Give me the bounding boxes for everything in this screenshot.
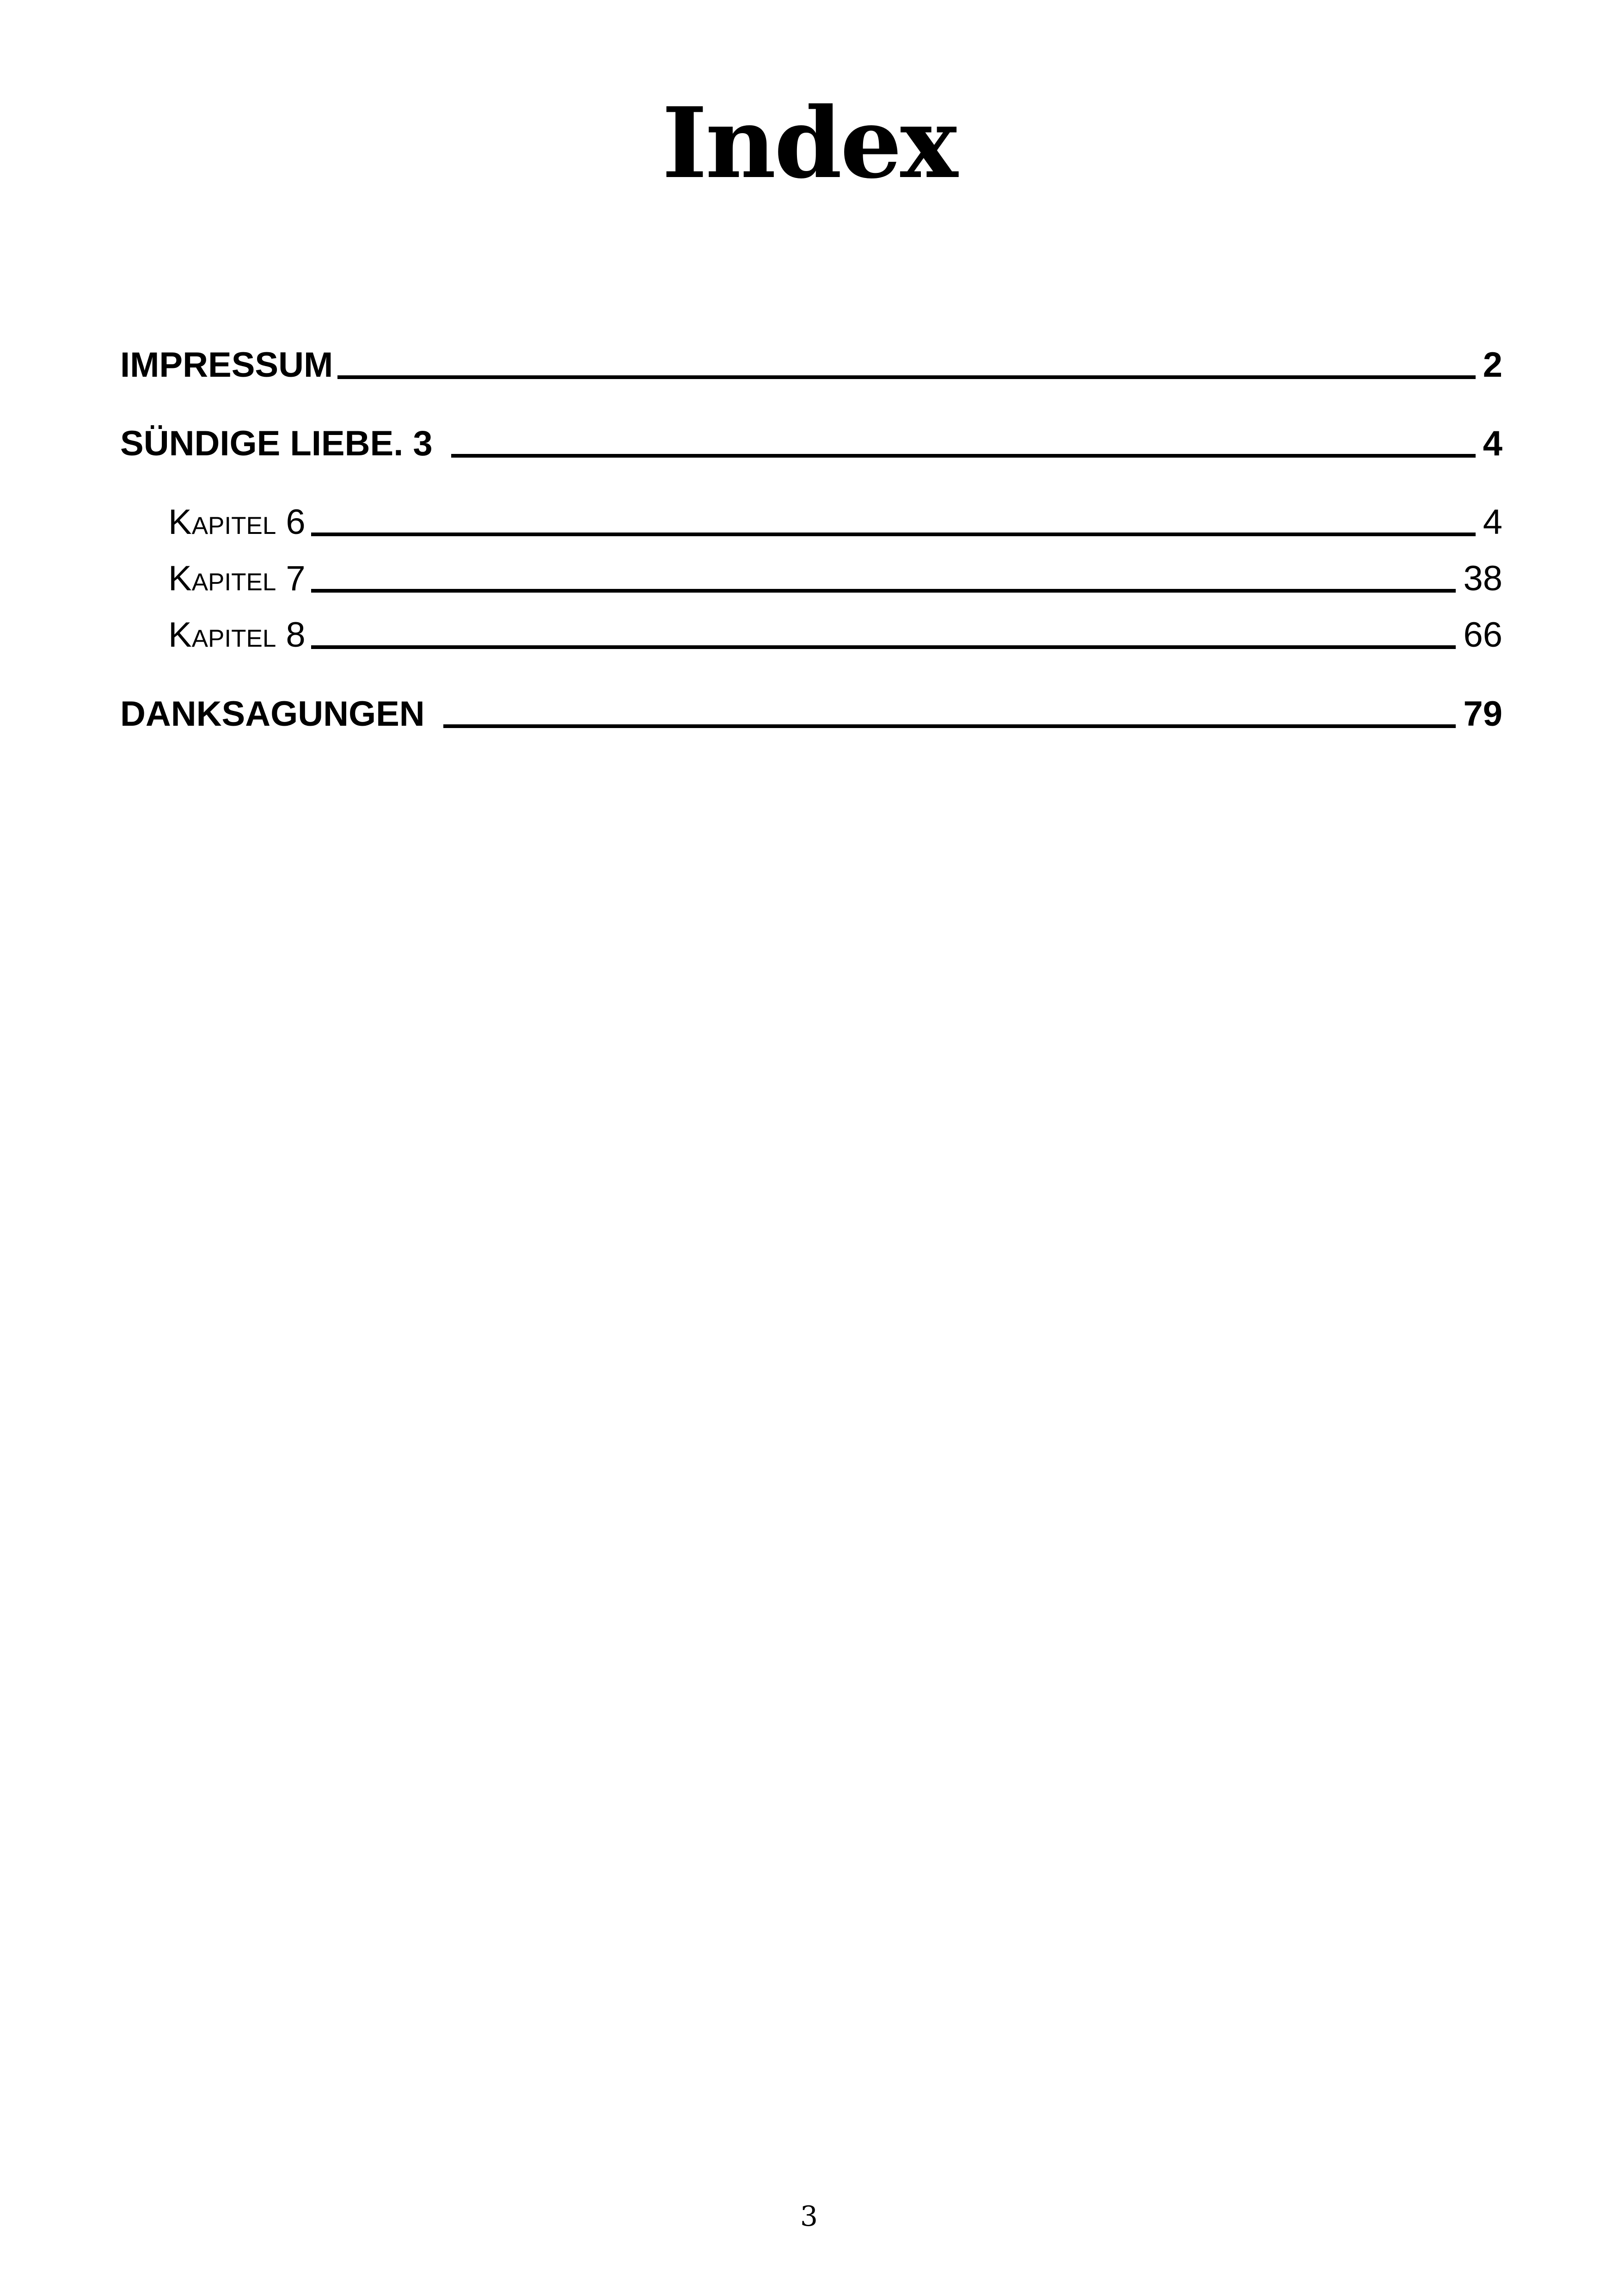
toc-leader-line	[451, 454, 1476, 458]
toc-entry-kapitel-8[interactable]	[168, 612, 1502, 658]
toc-entry-page: 2	[1483, 345, 1502, 385]
toc-entry-page: 38	[1463, 559, 1502, 598]
page-title: Index	[662, 86, 956, 200]
toc-leader-line	[311, 589, 1456, 593]
toc-entry-label: DANKSAGUNGEN	[120, 694, 425, 734]
toc-entry-danksagungen[interactable]	[120, 691, 1502, 737]
toc-entry-label: Kapitel 7	[168, 559, 306, 598]
toc-entry-page: 79	[1463, 694, 1502, 734]
toc-entry-label: Kapitel 6	[168, 502, 306, 542]
toc-entry-page: 4	[1483, 502, 1502, 542]
toc-entry-page: 66	[1463, 615, 1502, 655]
toc-entry-label: SÜNDIGE LIEBE. 3	[120, 424, 433, 463]
toc-leader-line	[443, 724, 1456, 728]
toc-entry-label: IMPRESSUM	[120, 345, 333, 385]
toc-leader-line	[337, 375, 1475, 379]
page-number: 3	[800, 2200, 818, 2233]
toc-entry-impressum[interactable]	[120, 342, 1502, 388]
toc-entry-kapitel-6[interactable]	[168, 499, 1502, 545]
toc-leader-line	[311, 533, 1476, 536]
toc-entry-page: 4	[1483, 424, 1502, 463]
toc-entry-kapitel-7[interactable]	[168, 556, 1502, 602]
toc-leader-line	[311, 645, 1456, 649]
toc-entry-suendige-liebe[interactable]	[120, 421, 1502, 467]
toc-entry-label: Kapitel 8	[168, 615, 306, 655]
